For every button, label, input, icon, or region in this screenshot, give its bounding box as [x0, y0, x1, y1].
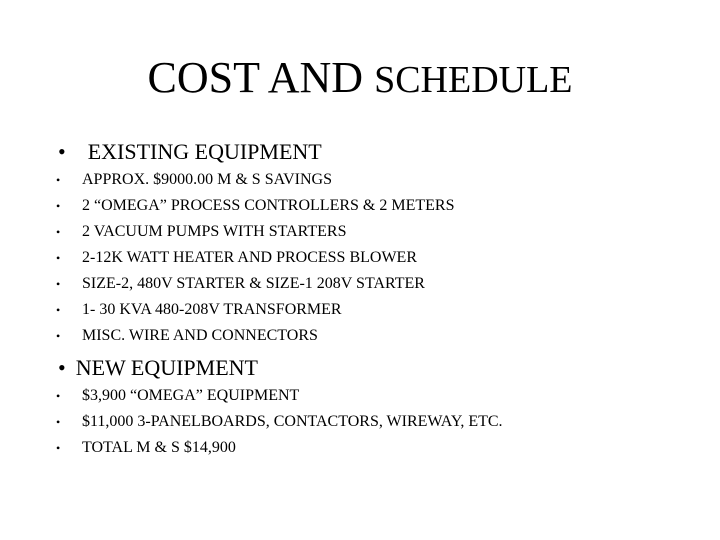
- bullet-icon: •: [56, 389, 61, 403]
- bullet-icon: •: [56, 415, 61, 429]
- bullet-icon: •: [58, 139, 66, 164]
- list-item-text: MISC. WIRE AND CONNECTORS: [82, 327, 318, 344]
- bullet-icon: •: [56, 329, 61, 343]
- list-item-text: 1- 30 KVA 480-208V TRANSFORMER: [82, 301, 342, 318]
- list-item-text: $11,000 3-PANELBOARDS, CONTACTORS, WIREWAY, ETC.: [82, 413, 503, 430]
- new-equipment-heading: [58, 354, 258, 385]
- bullet-icon: •: [56, 251, 61, 265]
- list-item-text: $3,900 “OMEGA” EQUIPMENT: [82, 387, 300, 404]
- bullet-icon: •: [56, 303, 61, 317]
- slide-title-part1: COST AND: [147, 53, 364, 102]
- bullet-icon: •: [56, 173, 61, 187]
- list-item-text: 2 “OMEGA” PROCESS CONTROLLERS & 2 METERS: [82, 197, 455, 214]
- existing-equipment-heading-text: EXISTING EQUIPMENT: [87, 139, 322, 164]
- list-item-text: 2 VACUUM PUMPS WITH STARTERS: [82, 223, 347, 240]
- slide-title: [0, 50, 720, 108]
- bullet-icon: •: [56, 441, 61, 455]
- list-item-text: APPROX. $9000.00 M & S SAVINGS: [82, 171, 332, 188]
- list-item-text: SIZE-2, 480V STARTER & SIZE-1 208V STARTER: [82, 275, 425, 292]
- bullet-icon: •: [56, 225, 61, 239]
- slide-title-part2: SCHEDULE: [374, 59, 573, 101]
- list-item-text: 2-12K WATT HEATER AND PROCESS BLOWER: [82, 249, 417, 266]
- existing-equipment-heading: [58, 138, 322, 169]
- new-equipment-heading-text: NEW EQUIPMENT: [75, 355, 258, 380]
- bullet-icon: •: [58, 355, 66, 380]
- bullet-icon: •: [56, 199, 61, 213]
- list-item-text: TOTAL M & S $14,900: [82, 439, 236, 456]
- bullet-icon: •: [56, 277, 61, 291]
